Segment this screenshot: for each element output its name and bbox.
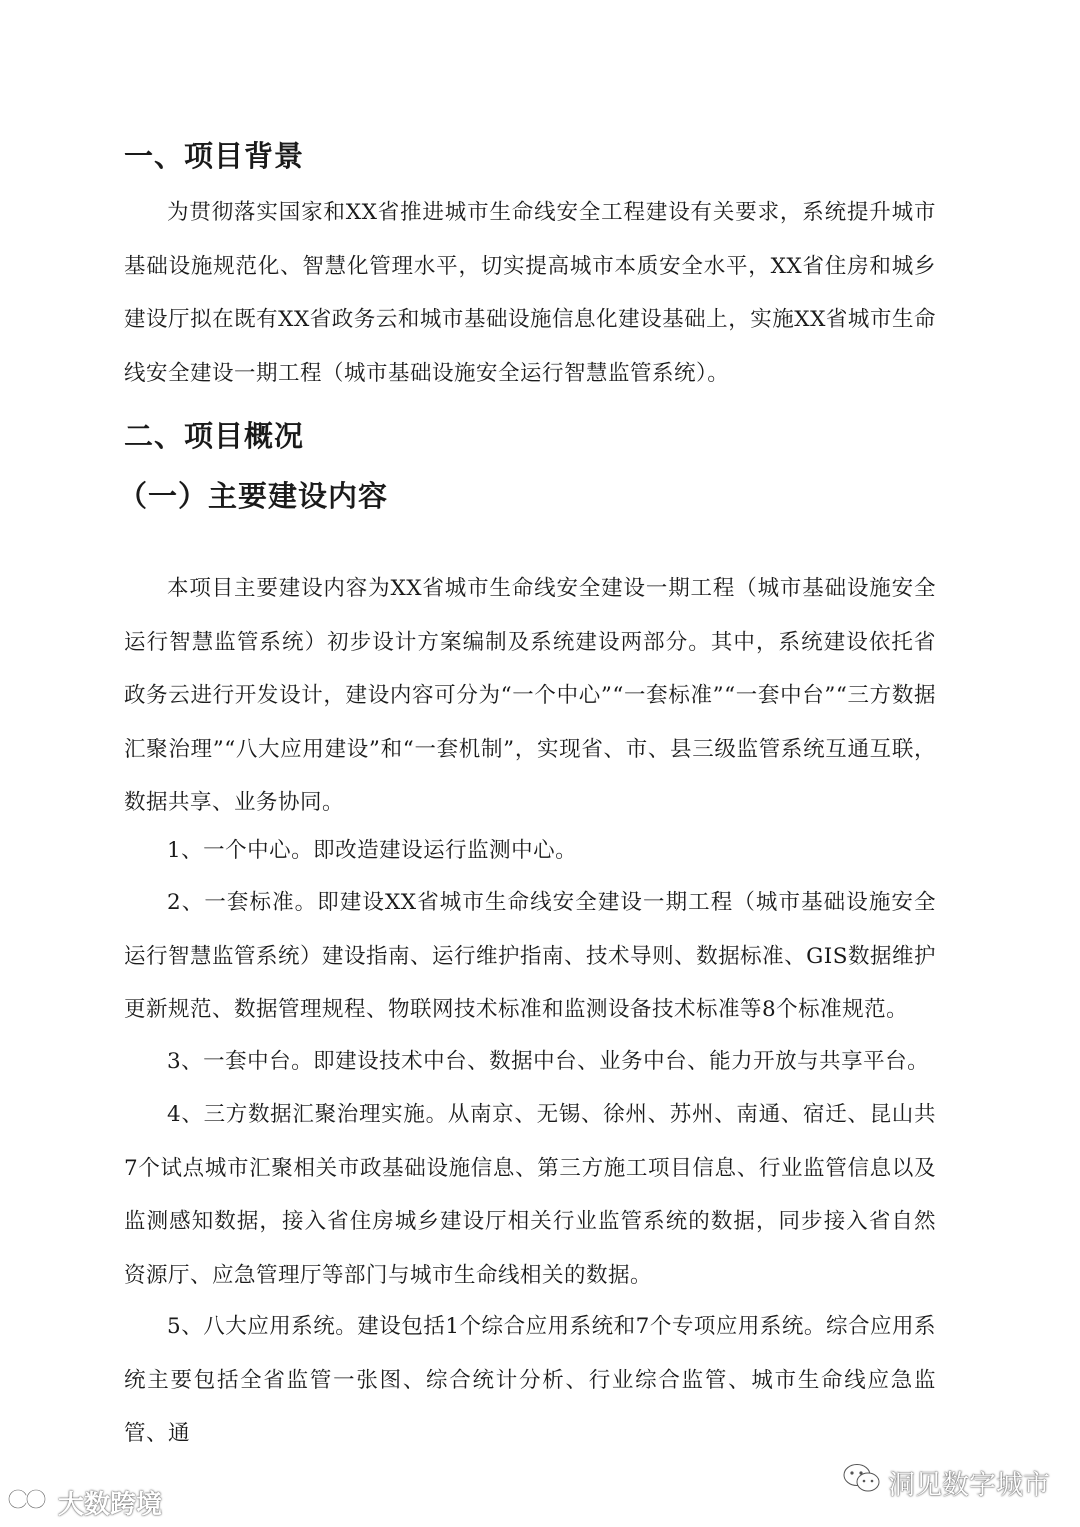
list-item-1: 1、一个中心。即改造建设运行监测中心。 [167,838,578,863]
list-item-5: 5、八大应用系统。建设包括1个综合应用系统和7个专项应用系统。综合应用系统主要包括全省监管一张图、综合统计分析、行业综合监管、城市生命线应急监管、通 [124,1314,936,1446]
wechat-icon [842,1462,888,1503]
subsection-heading-main-content: （一）主要建设内容 [118,479,389,513]
paragraph-background: 为贯彻落实国家和XX省推进城市生命线安全工程建设有关要求，系统提升城市基础设施规范化、智慧化管理水平，切实提高城市本质安全水平，XX省住房和城乡建设厅拟在既有XX省政务云和城市基础设施信息化建设基础上，实施XX省城市生命线安全建设一期工程（城市基础设施安全运行智慧监管系统）。 [124,200,936,386]
list-item-4: 4、三方数据汇聚治理实施。从南京、无锡、徐州、苏州、南通、宿迁、昆山共7个试点城市汇聚相关市政基础设施信息、第三方施工项目信息、行业监管信息以及监测感知数据，接入省住房城乡建设厅相关行业监管系统的数据，同步接入省自然资源厅、应急管理厅等部门与城市生命线相关的数据。 [124,1102,936,1288]
section-heading-overview: 二、项目概况 [124,419,305,453]
watermark-left [6,1482,162,1522]
section-heading-background: 一、项目背景 [124,139,305,173]
list-item-3: 3、一套中台。即建设技术中台、数据中台、业务中台、能力开放与共享平台。 [167,1049,930,1074]
watermark-left-text: 大数跨境 [58,1489,163,1520]
watermark-right-text: 洞见数字城市 [888,1469,1050,1501]
list-item-2: 2、一套标准。即建设XX省城市生命线安全建设一期工程（城市基础设施安全运行智慧监管系统）建设指南、运行维护指南、技术导则、数据标准、GIS数据维护更新规范、数据管理规程、物联网技术标准和监测设备技术标准等8个标准规范。 [124,890,936,1022]
paragraph-intro: 本项目主要建设内容为XX省城市生命线安全建设一期工程（城市基础设施安全运行智慧监管系统）初步设计方案编制及系统建设两部分。其中，系统建设依托省政务云进行开发设计，建设内容可分为“一个中心”“一套标准”“一套中台”“三方数据汇聚治理”“八大应用建设”和“一套机制”，实现省、市、县三级监管系统互通互联，数据共享、业务协同。 [124,576,936,815]
link-logo-icon [6,1485,58,1520]
watermark-right [842,1460,1050,1504]
